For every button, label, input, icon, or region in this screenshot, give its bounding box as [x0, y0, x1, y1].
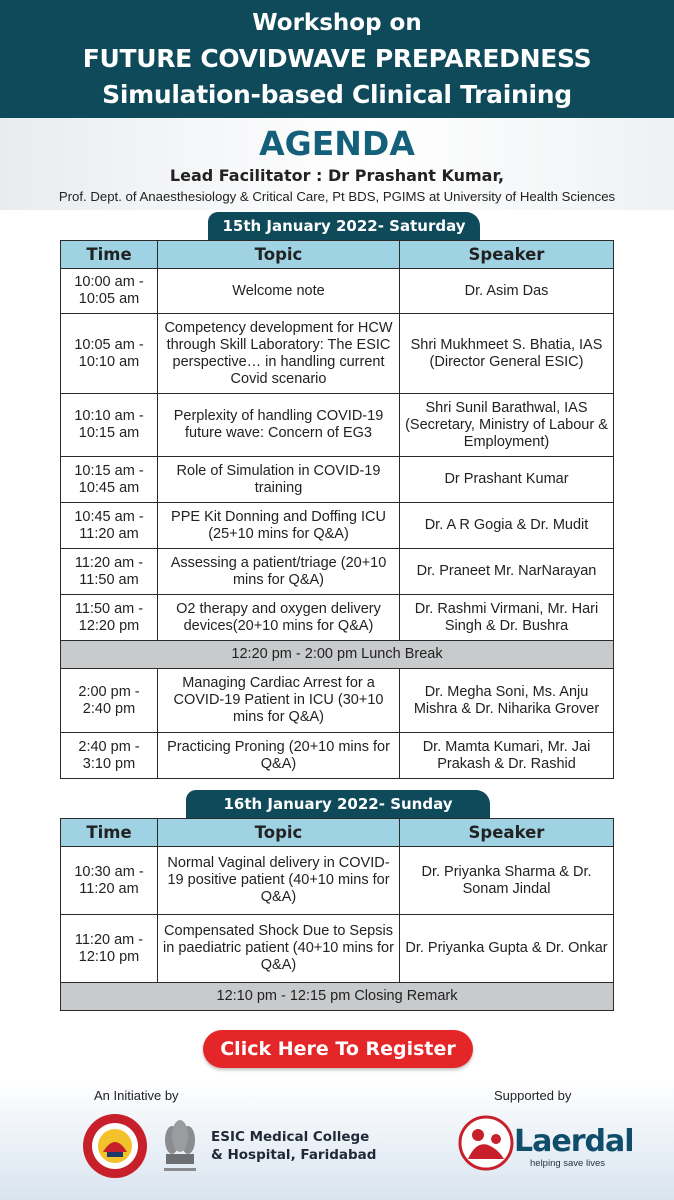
- register-button[interactable]: Click Here To Register: [203, 1030, 473, 1068]
- workshop-intro: Workshop on: [252, 10, 422, 36]
- session-topic: O2 therapy and oxygen delivery devices(20+10 mins for Q&A): [158, 595, 400, 641]
- table-row: [61, 314, 614, 394]
- session-topic: PPE Kit Donning and Doffing ICU (25+10 mins for Q&A): [158, 503, 400, 549]
- session-time: 10:00 am - 10:05 am: [61, 269, 158, 314]
- session-time: 11:20 am - 11:50 am: [61, 549, 158, 595]
- session-speaker: Dr. Rashmi Virmani, Mr. Hari Singh & Dr. Bushra: [400, 595, 614, 641]
- session-time: 2:40 pm - 3:10 pm: [61, 733, 158, 779]
- session-topic: Role of Simulation in COVID-19 training: [158, 457, 400, 503]
- esic-logo-icon: [81, 1112, 149, 1180]
- facilitator-affiliation: Prof. Dept. of Anaesthesiology & Critical Care, Pt BDS, PGIMS at University of Health Sciences: [58, 189, 616, 204]
- session-speaker: Dr Prashant Kumar: [400, 457, 614, 503]
- session-speaker: Dr. Priyanka Sharma & Dr. Sonam Jindal: [400, 847, 614, 915]
- table-row: [61, 457, 614, 503]
- workshop-subtitle: Simulation-based Clinical Training: [102, 80, 572, 109]
- agenda-title: AGENDA: [259, 124, 415, 163]
- day2-tab: 16th January 2022- Sunday: [186, 790, 490, 818]
- closing-remark-label: 12:10 pm - 12:15 pm Closing Remark: [61, 983, 614, 1011]
- session-time: 10:15 am - 10:45 am: [61, 457, 158, 503]
- table-row: [61, 269, 614, 314]
- session-speaker: Dr. Asim Das: [400, 269, 614, 314]
- table-row: [61, 915, 614, 983]
- time-column-header: Time: [61, 241, 158, 269]
- table-row: [61, 503, 614, 549]
- laerdal-wordmark: Laerdal: [514, 1124, 634, 1159]
- day1-tab: 15th January 2022- Saturday: [208, 212, 480, 240]
- topic-column-header: Topic: [158, 819, 400, 847]
- esic-name-line2: & Hospital, Faridabad: [211, 1147, 377, 1163]
- national-emblem-icon: [158, 1110, 202, 1180]
- time-column-header: Time: [61, 819, 158, 847]
- table-row: [61, 847, 614, 915]
- session-time: 11:20 am - 12:10 pm: [61, 915, 158, 983]
- lead-facilitator: Lead Facilitator : Dr Prashant Kumar,: [169, 166, 505, 185]
- table-row: [61, 394, 614, 457]
- initiative-label: An Initiative by: [94, 1088, 179, 1103]
- speaker-column-header: Speaker: [400, 241, 614, 269]
- session-speaker: Dr. A R Gogia & Dr. Mudit: [400, 503, 614, 549]
- table-row: [61, 595, 614, 641]
- table-row: [61, 669, 614, 733]
- lunch-break-row: [61, 641, 614, 669]
- session-time: 2:00 pm - 2:40 pm: [61, 669, 158, 733]
- lunch-break-label: 12:20 pm - 2:00 pm Lunch Break: [61, 641, 614, 669]
- laerdal-tagline: helping save lives: [530, 1158, 605, 1169]
- session-speaker: Dr. Priyanka Gupta & Dr. Onkar: [400, 915, 614, 983]
- session-topic: Managing Cardiac Arrest for a COVID-19 Patient in ICU (30+10 mins for Q&A): [158, 669, 400, 733]
- session-time: 10:05 am - 10:10 am: [61, 314, 158, 394]
- header-banner: [0, 0, 674, 118]
- session-speaker: Dr. Mamta Kumari, Mr. Jai Prakash & Dr. Rashid: [400, 733, 614, 779]
- speaker-column-header: Speaker: [400, 819, 614, 847]
- table-header-row: [61, 819, 614, 847]
- session-time: 10:45 am - 11:20 am: [61, 503, 158, 549]
- session-time: 10:30 am - 11:20 am: [61, 847, 158, 915]
- session-speaker: Dr. Praneet Mr. NarNarayan: [400, 549, 614, 595]
- laerdal-logo-icon: [458, 1115, 514, 1171]
- session-topic: Assessing a patient/triage (20+10 mins for Q&A): [158, 549, 400, 595]
- session-speaker: Dr. Megha Soni, Ms. Anju Mishra & Dr. Niharika Grover: [400, 669, 614, 733]
- table-row: [61, 733, 614, 779]
- session-time: 11:50 am - 12:20 pm: [61, 595, 158, 641]
- closing-remark-row: [61, 983, 614, 1011]
- session-topic: Practicing Proning (20+10 mins for Q&A): [158, 733, 400, 779]
- session-topic: Compensated Shock Due to Sepsis in paediatric patient (40+10 mins for Q&A): [158, 915, 400, 983]
- session-topic: Normal Vaginal delivery in COVID-19 positive patient (40+10 mins for Q&A): [158, 847, 400, 915]
- table-row: [61, 549, 614, 595]
- workshop-title: FUTURE COVIDWAVE PREPAREDNESS: [82, 44, 592, 73]
- session-topic: Competency development for HCW through Skill Laboratory: The ESIC perspective… in handling current Covid scenario: [158, 314, 400, 394]
- esic-college-name: [211, 1128, 376, 1164]
- session-time: 10:10 am - 10:15 am: [61, 394, 158, 457]
- table-header-row: [61, 241, 614, 269]
- day2-schedule-table: [60, 818, 614, 1011]
- session-topic: Welcome note: [158, 269, 400, 314]
- session-topic: Perplexity of handling COVID-19 future wave: Concern of EG3: [158, 394, 400, 457]
- session-speaker: Shri Sunil Barathwal, IAS (Secretary, Ministry of Labour & Employment): [400, 394, 614, 457]
- topic-column-header: Topic: [158, 241, 400, 269]
- session-speaker: Shri Mukhmeet S. Bhatia, IAS (Director General ESIC): [400, 314, 614, 394]
- esic-name-line1: ESIC Medical College: [211, 1129, 370, 1145]
- day1-schedule-table: [60, 240, 614, 779]
- supported-label: Supported by: [494, 1088, 572, 1103]
